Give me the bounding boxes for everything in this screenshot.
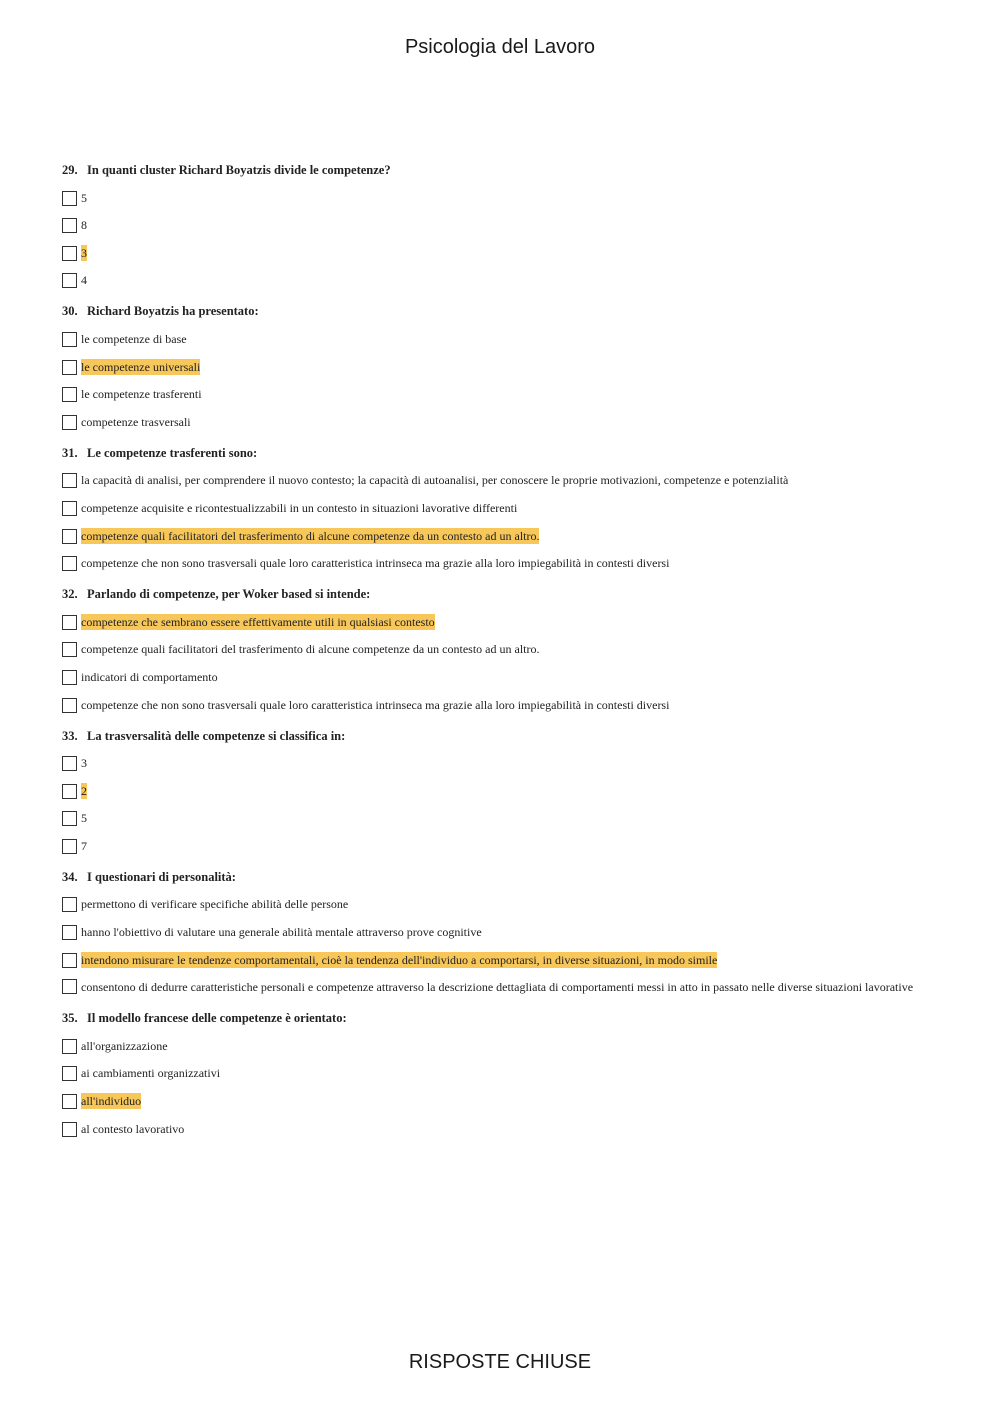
question-31 [62, 445, 942, 571]
checkbox[interactable] [62, 360, 77, 375]
answer-option[interactable] [62, 1065, 942, 1081]
checkbox[interactable] [62, 473, 77, 488]
checkbox[interactable] [62, 670, 77, 685]
checkbox[interactable] [62, 811, 77, 826]
checkbox[interactable] [62, 698, 77, 713]
checkbox[interactable] [62, 1094, 77, 1109]
checkbox[interactable] [62, 1039, 77, 1054]
checkbox[interactable] [62, 387, 77, 402]
question-heading [62, 162, 942, 178]
checkbox[interactable] [62, 1066, 77, 1081]
answer-label: 5 [81, 811, 87, 826]
answer-option[interactable] [62, 755, 942, 771]
answer-option[interactable] [62, 500, 942, 516]
checkbox[interactable] [62, 953, 77, 968]
question-heading [62, 728, 942, 744]
answer-label: hanno l'obiettivo di valutare una generale abilità mentale attraverso prove cognitive [81, 925, 482, 940]
answer-option[interactable] [62, 641, 942, 657]
answer-option[interactable] [62, 1038, 942, 1054]
checkbox[interactable] [62, 218, 77, 233]
answer-label: competenze che non sono trasversali quale loro caratteristica intrinseca ma grazie alla loro impiegabilità in contesti diversi [81, 697, 670, 712]
checkbox[interactable] [62, 332, 77, 347]
answer-option[interactable] [62, 697, 942, 713]
checkbox[interactable] [62, 642, 77, 657]
answer-option[interactable] [62, 669, 942, 685]
answer-label: 5 [81, 190, 87, 205]
checkbox[interactable] [62, 925, 77, 940]
answer-label: 8 [81, 218, 87, 233]
answer-label: competenze trasversali [81, 414, 191, 429]
answer-label: competenze quali facilitatori del trasferimento di alcune competenze da un contesto ad un altro. [81, 642, 540, 657]
question-heading [62, 445, 942, 461]
question-heading [62, 1010, 942, 1026]
answer-label: la capacità di analisi, per comprendere il nuovo contesto; la capacità di autoanalisi, per conoscere le proprie motivazioni, competenze e potenzialità [81, 473, 789, 488]
answer-option[interactable] [62, 896, 942, 912]
answer-option[interactable] [62, 472, 942, 488]
correct-answer-label: 2 [81, 783, 87, 798]
question-number: 29. [62, 163, 78, 177]
question-text: In quanti cluster Richard Boyatzis divide le competenze? [87, 163, 391, 177]
checkbox[interactable] [62, 897, 77, 912]
answer-label: ai cambiamenti organizzativi [81, 1066, 221, 1081]
question-text: I questionari di personalità: [87, 869, 236, 884]
question-30 [62, 303, 942, 429]
checkbox[interactable] [62, 839, 77, 854]
answer-option[interactable] [62, 217, 942, 233]
answer-label: le competenze trasferenti [81, 387, 202, 402]
checkbox[interactable] [62, 615, 77, 630]
correct-answer-label: competenze quali facilitatori del trasferimento di alcune competenze da un contesto ad un altro. [81, 528, 540, 543]
answer-option[interactable] [62, 1121, 942, 1137]
answer-option[interactable] [62, 190, 942, 206]
answer-label: le competenze di base [81, 331, 187, 346]
checkbox[interactable] [62, 415, 77, 430]
question-number: 31. [62, 445, 78, 460]
question-33 [62, 728, 942, 854]
checkbox[interactable] [62, 529, 77, 544]
answer-label: competenze acquisite e ricontestualizzabili in un contesto in situazioni lavorative differenti [81, 500, 518, 515]
question-number: 34. [62, 869, 78, 884]
correct-answer-label: le competenze universali [81, 359, 201, 374]
answer-label: consentono di dedurre caratteristiche personali e competenze attraverso la descrizione dettagliata di comportamenti messi in atto in passato nelle diverse situazioni lavorative [81, 980, 914, 995]
answer-label: 4 [81, 273, 87, 288]
answer-option[interactable] [62, 838, 942, 854]
question-text: La trasversalità delle competenze si classifica in: [87, 728, 346, 743]
question-heading [62, 303, 942, 319]
answer-label: 3 [81, 756, 87, 771]
answer-option[interactable] [62, 810, 942, 826]
answer-label: all'organizzazione [81, 1038, 168, 1053]
answer-option[interactable] [62, 414, 942, 430]
question-number: 35. [62, 1011, 78, 1026]
answer-label: indicatori di comportamento [81, 669, 218, 684]
answer-option[interactable] [62, 979, 942, 995]
question-heading [62, 869, 942, 885]
answer-option[interactable] [62, 924, 942, 940]
checkbox[interactable] [62, 979, 77, 994]
question-text: Parlando di competenze, per Woker based si intende: [87, 587, 371, 602]
checkbox[interactable] [62, 556, 77, 571]
question-35 [62, 1010, 942, 1136]
question-text: Richard Boyatzis ha presentato: [87, 304, 259, 319]
question-text: Il modello francese delle competenze è orientato: [87, 1011, 347, 1026]
question-heading [62, 586, 942, 602]
answer-option[interactable] [62, 614, 942, 630]
page-title: Psicologia del Lavoro [404, 36, 596, 58]
answer-option[interactable] [62, 555, 942, 571]
question-number: 30. [62, 304, 78, 319]
answer-option[interactable] [62, 359, 942, 375]
question-text: Le competenze trasferenti sono: [87, 445, 258, 460]
answer-option[interactable] [62, 783, 942, 799]
checkbox[interactable] [62, 191, 77, 206]
answer-label: 7 [81, 838, 87, 853]
answer-label: competenze che non sono trasversali quale loro caratteristica intrinseca ma grazie alla loro impiegabilità in contesti diversi [81, 556, 670, 571]
question-32 [62, 586, 942, 712]
answer-option[interactable] [62, 528, 942, 544]
checkbox[interactable] [62, 273, 77, 288]
answer-option[interactable] [62, 1093, 942, 1109]
correct-answer-label: 3 [81, 245, 87, 260]
checkbox[interactable] [62, 756, 77, 771]
checkbox[interactable] [62, 501, 77, 516]
answer-option[interactable] [62, 331, 942, 347]
question-number: 33. [62, 728, 78, 743]
answer-option[interactable] [62, 272, 942, 288]
question-34 [62, 869, 942, 995]
question-29 [62, 162, 942, 288]
checkbox[interactable] [62, 784, 77, 799]
answer-label: permettono di verificare specifiche abilità delle persone [81, 897, 349, 912]
answer-option[interactable] [62, 952, 942, 968]
answer-option[interactable] [62, 245, 942, 261]
checkbox[interactable] [62, 1122, 77, 1137]
correct-answer-label: all'individuo [81, 1094, 142, 1109]
question-number: 32. [62, 587, 78, 602]
answer-option[interactable] [62, 386, 942, 402]
answer-label: al contesto lavorativo [81, 1121, 185, 1136]
page-footer-label: RISPOSTE CHIUSE [408, 1351, 592, 1373]
checkbox[interactable] [62, 246, 77, 261]
correct-answer-label: competenze che sembrano essere effettivamente utili in qualsiasi contesto [81, 614, 435, 629]
correct-answer-label: intendono misurare le tendenze comportamentali, cioè la tendenza dell'individuo a comportarsi, in diverse situazioni, in modo simile [81, 952, 718, 967]
question-list [62, 162, 942, 1152]
